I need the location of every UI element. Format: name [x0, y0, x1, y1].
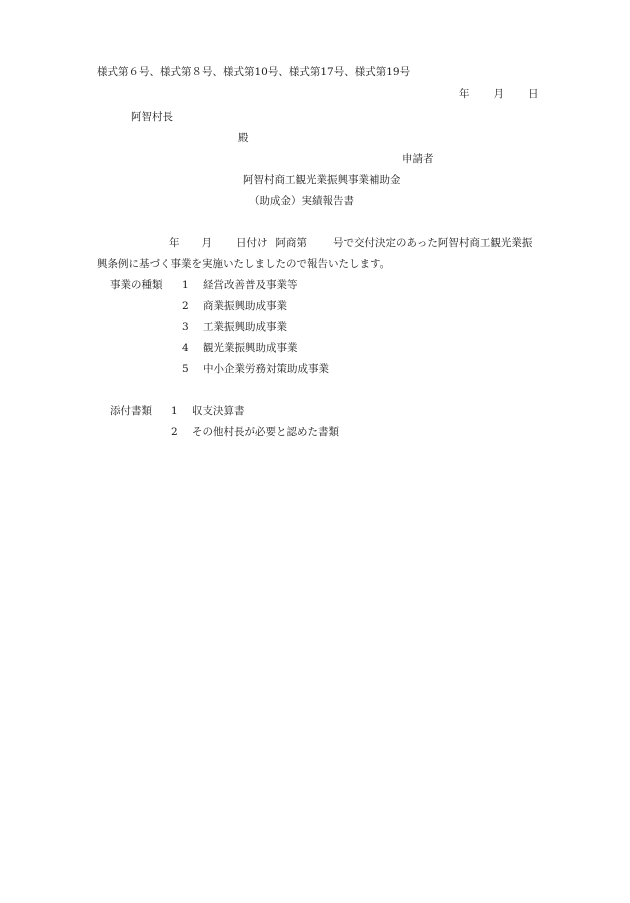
attachments-label: 添付書類 [110, 405, 152, 417]
project-type-num: 3 [182, 321, 189, 333]
addressee-honorific: 殿 [238, 132, 249, 144]
attachment-text: 収支決算書 [192, 405, 245, 417]
applicant-label: 申請者 [402, 153, 434, 165]
document-title-line1: 阿智村商工観光業振興事業補助金 [243, 174, 401, 186]
body-month-label: 月 [201, 237, 212, 249]
project-type-text: 中小企業労務対策助成事業 [203, 363, 329, 375]
attachment-text: その他村長が必要と認めた書類 [192, 426, 339, 438]
body-ref-prefix: 阿商第 [275, 237, 307, 249]
document-title-line2: （助成金）実績報告書 [249, 195, 354, 207]
date-month-label: 月 [493, 88, 504, 100]
project-type-num: 4 [182, 342, 189, 354]
body-year-label: 年 [169, 237, 180, 249]
project-types-label: 事業の種類 [110, 279, 163, 291]
addressee-name: 阿智村長 [131, 111, 173, 123]
project-type-num: 5 [182, 363, 189, 375]
form-reference: 様式第６号、様式第８号、様式第10号、様式第17号、様式第19号 [97, 66, 411, 78]
date-day-label: 日 [528, 88, 539, 100]
body-dated-label: 日付け [236, 237, 268, 249]
body-line-1 [169, 238, 532, 249]
project-type-text: 工業振興助成事業 [203, 321, 287, 333]
body-line1-rest: 号で交付決定のあった阿智村商工観光業振 [333, 237, 533, 249]
project-type-num: 1 [182, 279, 189, 291]
attachment-num: 1 [171, 405, 178, 417]
project-type-text: 観光業振興助成事業 [203, 342, 298, 354]
project-type-num: 2 [182, 300, 189, 312]
date-line [459, 89, 539, 100]
body-line-2: 興条例に基づく事業を実施いたしましたので報告いたします。 [97, 258, 391, 270]
date-year-label: 年 [459, 88, 470, 100]
project-type-text: 経営改善普及事業等 [203, 279, 298, 291]
project-type-text: 商業振興助成事業 [203, 300, 287, 312]
attachment-num: 2 [171, 426, 178, 438]
